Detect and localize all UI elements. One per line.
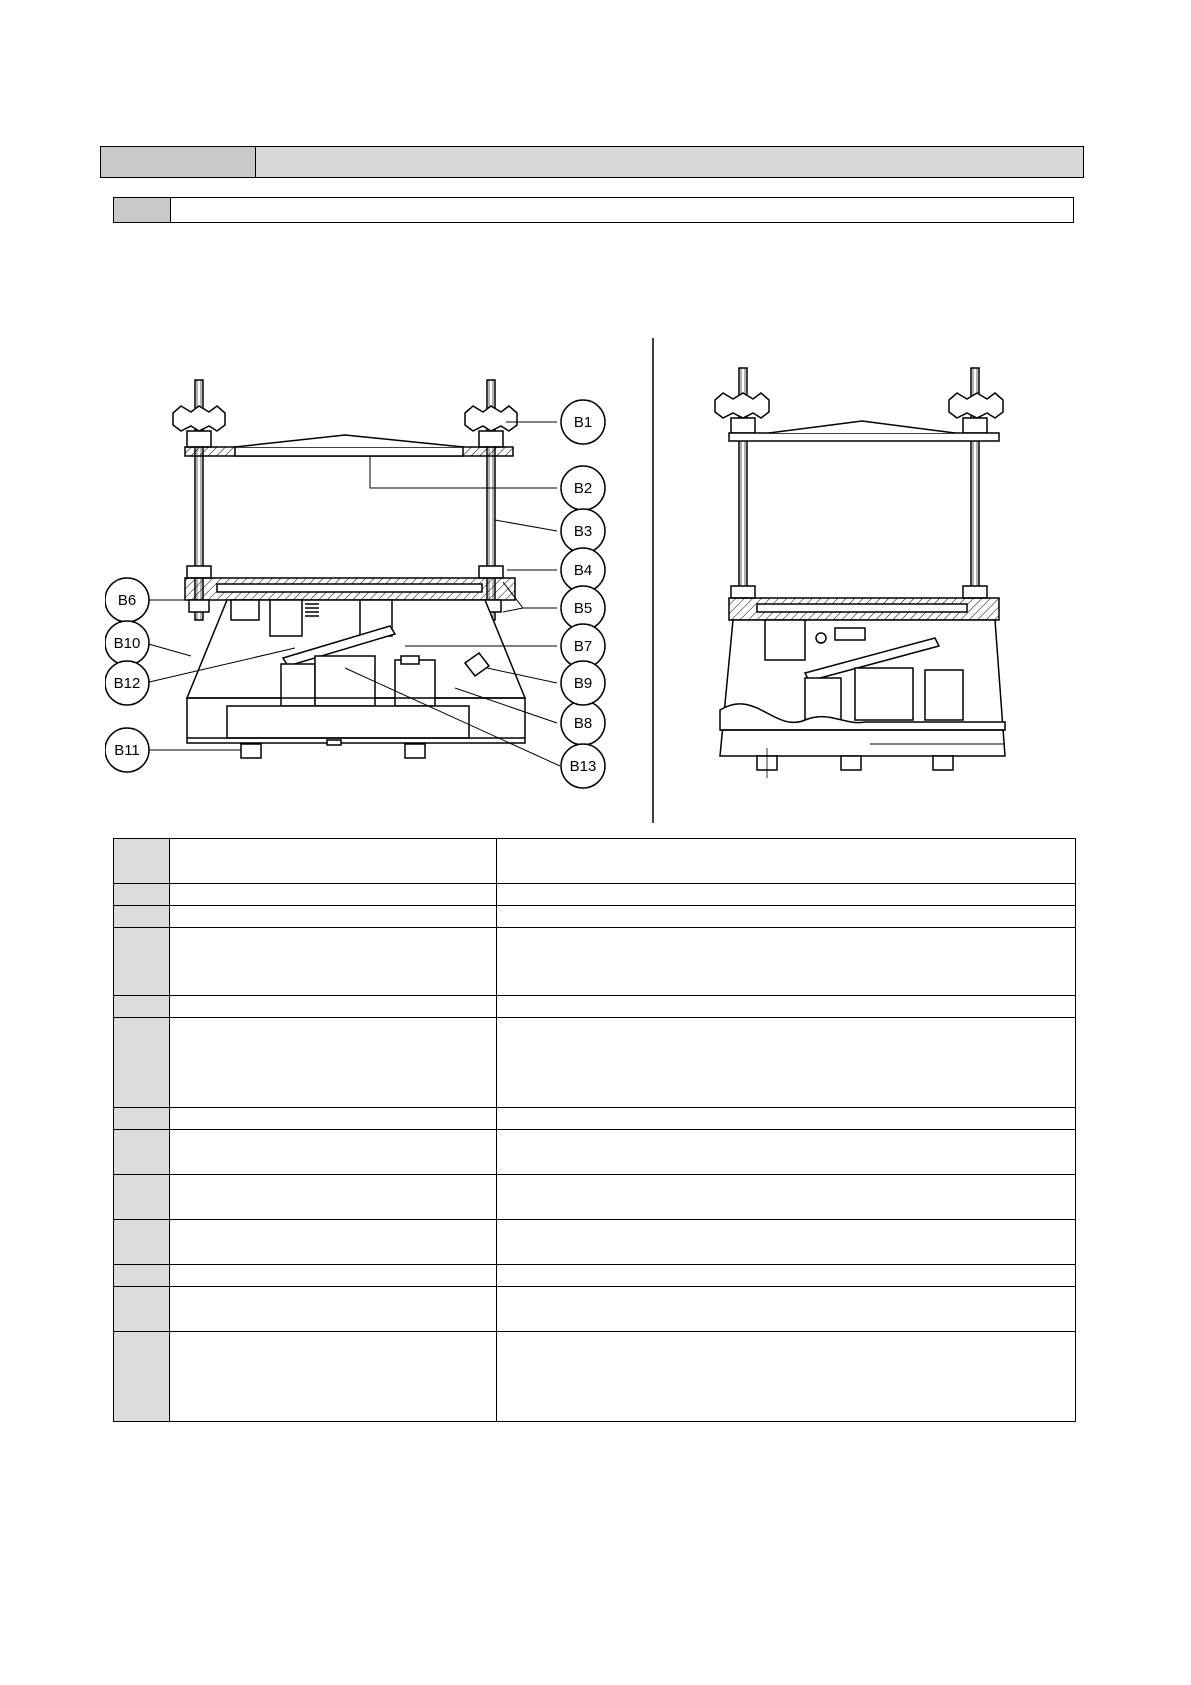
table-row xyxy=(114,1220,1076,1265)
callout-b1 xyxy=(561,400,605,444)
part-description-cell xyxy=(497,1175,1076,1220)
part-name-cell xyxy=(170,884,497,906)
callout-label: B2 xyxy=(573,480,593,497)
callout-label: B5 xyxy=(573,600,593,617)
section-header-bar xyxy=(100,146,1084,178)
part-name-cell xyxy=(170,839,497,884)
table-row xyxy=(114,928,1076,996)
callout-b12 xyxy=(105,661,149,705)
callout-label: B1 xyxy=(573,414,593,431)
callout-b11 xyxy=(105,728,149,772)
subsection-header-bar xyxy=(113,197,1074,223)
row-number-cell xyxy=(114,884,170,906)
callout-label: B9 xyxy=(573,675,593,692)
row-number-cell xyxy=(114,1287,170,1332)
table-row xyxy=(114,906,1076,928)
callout-b10 xyxy=(105,621,149,665)
part-description-cell xyxy=(497,1332,1076,1422)
row-number-cell xyxy=(114,928,170,996)
callout-label: B13 xyxy=(569,758,597,775)
table-row xyxy=(114,1265,1076,1287)
table-row xyxy=(114,996,1076,1018)
part-name-cell xyxy=(170,1287,497,1332)
row-number-cell xyxy=(114,906,170,928)
callout-label: B4 xyxy=(573,562,593,579)
row-number-cell xyxy=(114,839,170,884)
row-number-cell xyxy=(114,1108,170,1130)
callout-label: B10 xyxy=(113,635,141,652)
part-name-cell xyxy=(170,1130,497,1175)
part-name-cell xyxy=(170,906,497,928)
table-row xyxy=(114,1287,1076,1332)
row-number-cell xyxy=(114,1130,170,1175)
left-section-view xyxy=(173,380,525,758)
part-name-cell xyxy=(170,1332,497,1422)
section-title-cell xyxy=(256,147,1083,177)
callout-b2 xyxy=(561,466,605,510)
table-row xyxy=(114,1175,1076,1220)
callout-b6 xyxy=(105,578,149,622)
row-number-cell xyxy=(114,996,170,1018)
row-number-cell xyxy=(114,1332,170,1422)
part-name-cell xyxy=(170,1018,497,1108)
subsection-number-cell xyxy=(114,198,171,222)
callout-b13 xyxy=(561,744,605,788)
callout-b8 xyxy=(561,701,605,745)
part-description-cell xyxy=(497,1130,1076,1175)
row-number-cell xyxy=(114,1265,170,1287)
row-number-cell xyxy=(114,1018,170,1108)
part-description-cell xyxy=(497,839,1076,884)
callout-label: B3 xyxy=(573,523,593,540)
table-row xyxy=(114,1018,1076,1108)
row-number-cell xyxy=(114,1220,170,1265)
callout-label: B12 xyxy=(113,675,141,692)
part-description-cell xyxy=(497,1265,1076,1287)
table-row xyxy=(114,1332,1076,1422)
table-row xyxy=(114,839,1076,884)
part-description-cell xyxy=(497,996,1076,1018)
part-name-cell xyxy=(170,1220,497,1265)
parts-table xyxy=(113,838,1076,1422)
part-description-cell xyxy=(497,884,1076,906)
table-row xyxy=(114,1130,1076,1175)
part-name-cell xyxy=(170,996,497,1018)
right-exterior-view xyxy=(715,368,1005,778)
part-description-cell xyxy=(497,1108,1076,1130)
part-description-cell xyxy=(497,1220,1076,1265)
part-name-cell xyxy=(170,1108,497,1130)
subsection-title-cell xyxy=(171,198,1073,222)
row-number-cell xyxy=(114,1175,170,1220)
part-description-cell xyxy=(497,928,1076,996)
callout-label: B6 xyxy=(117,592,137,609)
table-row xyxy=(114,884,1076,906)
callout-label: B11 xyxy=(114,742,140,759)
callout-label: B8 xyxy=(573,715,593,732)
callout-b3 xyxy=(561,509,605,553)
part-name-cell xyxy=(170,1175,497,1220)
part-name-cell xyxy=(170,928,497,996)
technical-drawing xyxy=(105,338,1085,823)
table-row xyxy=(114,1108,1076,1130)
part-description-cell xyxy=(497,906,1076,928)
part-description-cell xyxy=(497,1287,1076,1332)
callout-label: B7 xyxy=(573,638,593,655)
callout-b9 xyxy=(561,661,605,705)
section-number-cell xyxy=(101,147,256,177)
part-description-cell xyxy=(497,1018,1076,1108)
part-name-cell xyxy=(170,1265,497,1287)
